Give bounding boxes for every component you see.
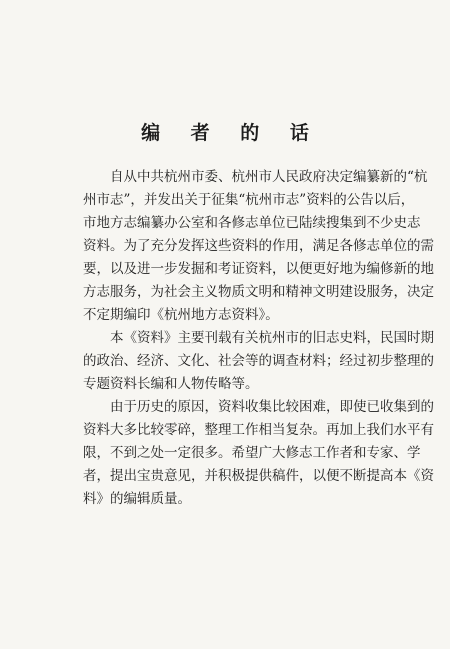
text-line: 料》的编辑质量。 [83, 491, 191, 507]
text-line: 方志服务，为社会主义物质文明和精神文明建设服务，决定 [83, 284, 434, 300]
text-line: 的政治、经济、文化、社会等的调查材料；经过初步整理的 [83, 353, 434, 369]
page-title: 编 者 的 话 [141, 122, 321, 144]
text-line: 州市志”，并发出关于征集“杭州市志”资料的公告以后， [83, 192, 415, 208]
text-line: 资料大多比较零碎，整理工作相当复杂。再加上我们水平有 [83, 422, 434, 438]
text-line: 本《资料》主要刊载有关杭州市的旧志史料，民国时期 [110, 330, 434, 346]
paragraph-1 [83, 166, 434, 327]
text-line: 由于历史的原因，资料收集比较困难，即使已收集到的 [110, 399, 434, 415]
paragraph-2 [83, 327, 434, 396]
text-line: 专题资料长编和人物传略等。 [83, 376, 259, 392]
preface-body [83, 166, 434, 511]
text-line: 不定期编印《杭州地方志资料》。 [83, 307, 279, 323]
paragraph-3 [83, 396, 434, 511]
text-line: 限，不到之处一定很多。希望广大修志工作者和专家、学 [83, 445, 421, 461]
text-line: 资料。为了充分发挥这些资料的作用，满足各修志单位的需 [83, 238, 434, 254]
text-line: 者，提出宝贵意见，并积极提供稿件，以便不断提高本《资 [83, 468, 434, 484]
text-line: 要，以及进一步发掘和考证资料，以便更好地为编修新的地 [83, 261, 434, 277]
text-line: 自从中共杭州市委、杭州市人民政府决定编纂新的“杭 [110, 169, 428, 185]
text-line: 市地方志编纂办公室和各修志单位已陆续搜集到不少史志 [83, 215, 421, 231]
